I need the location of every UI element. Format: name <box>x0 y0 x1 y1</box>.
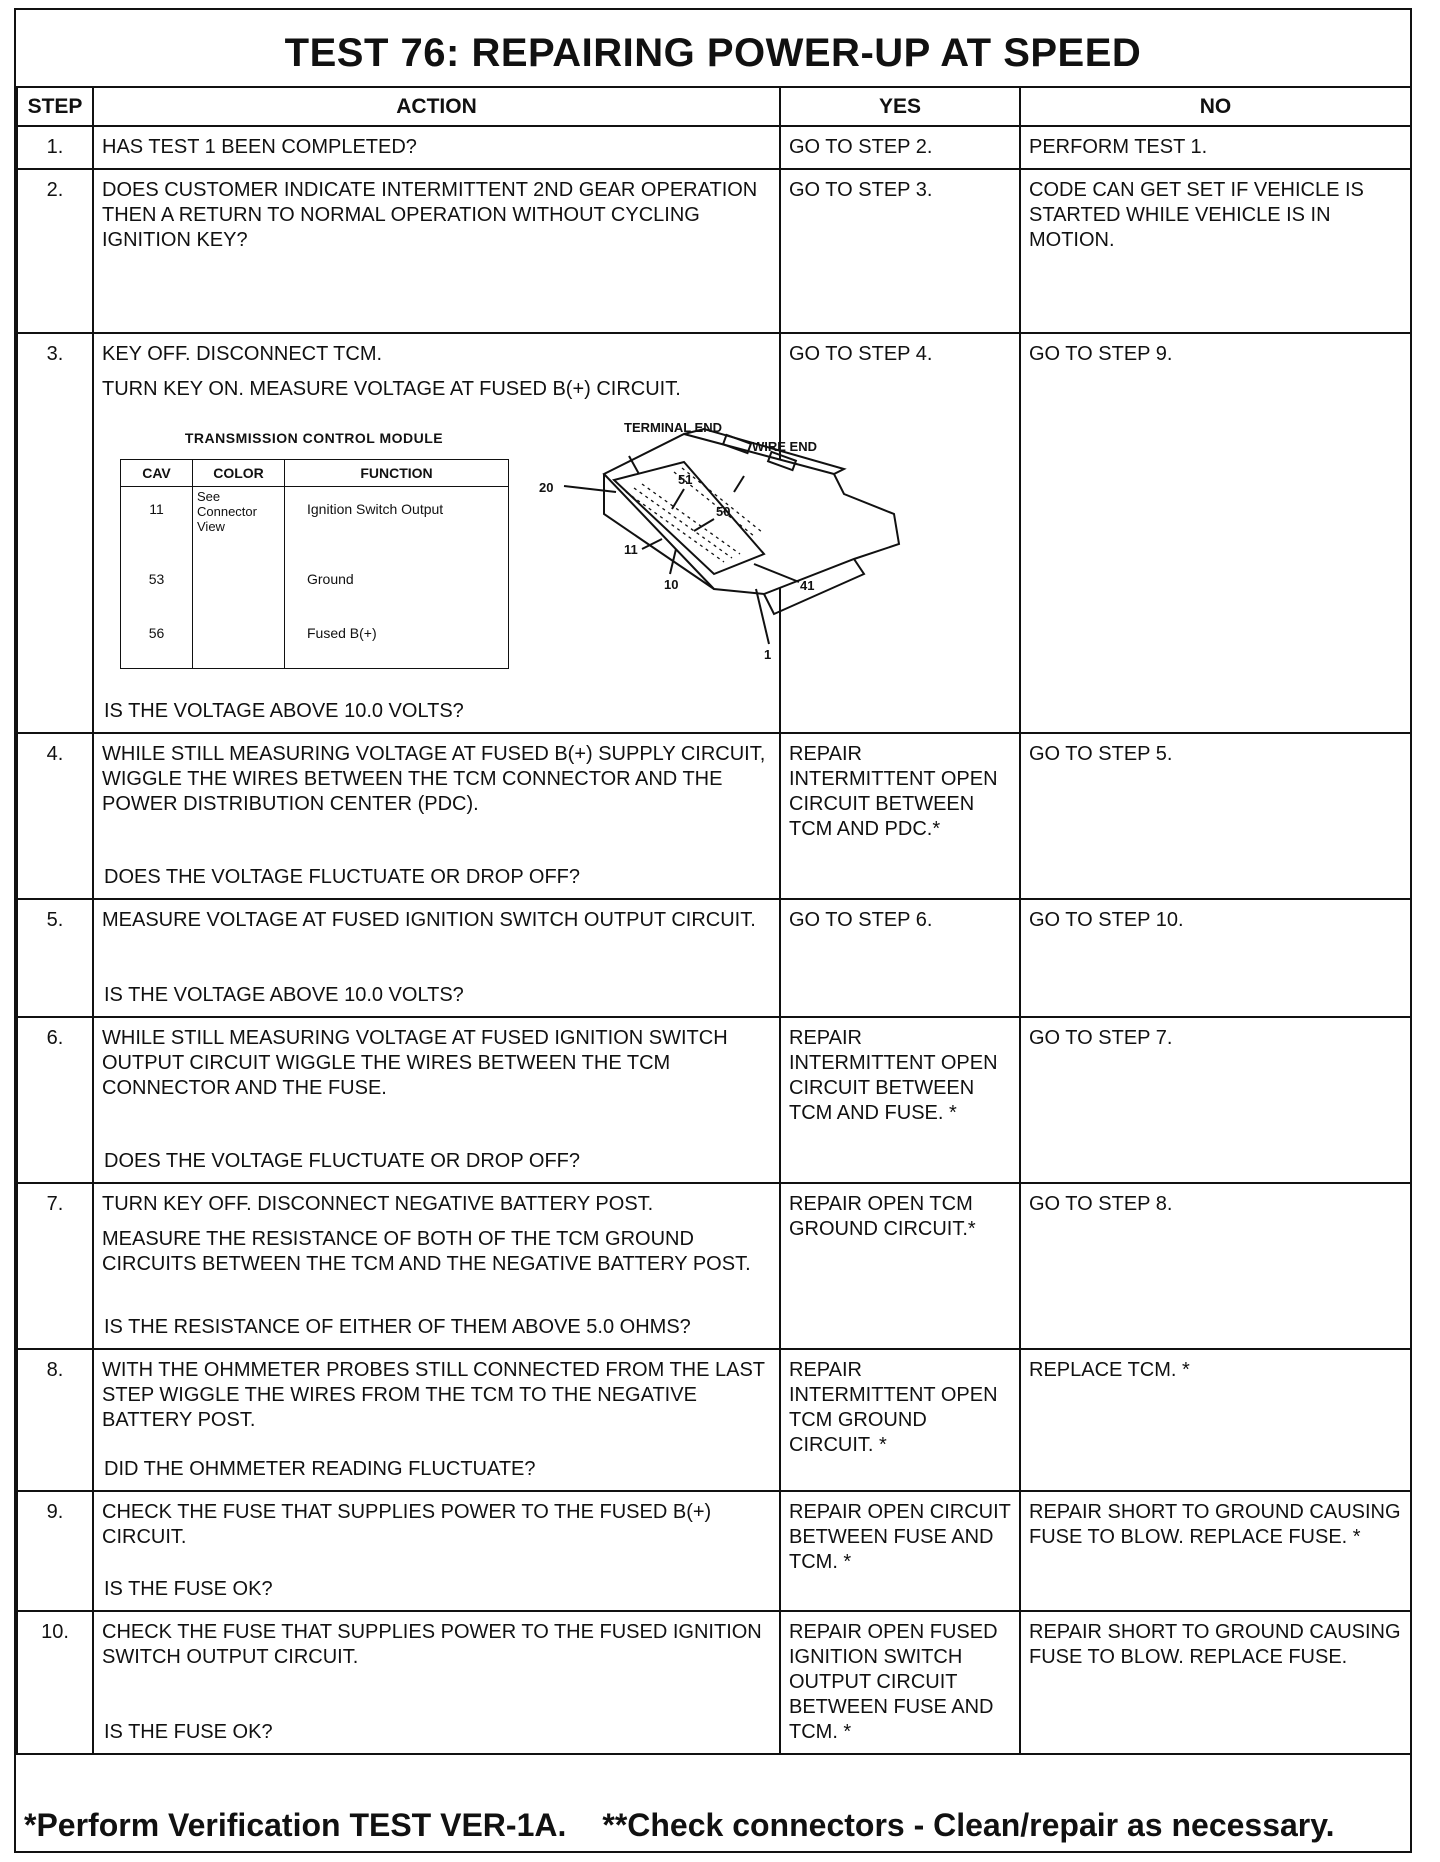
table-row <box>17 1491 1411 1611</box>
table-row <box>17 1017 1411 1183</box>
header-action: ACTION <box>93 87 780 126</box>
diagnostic-sheet <box>14 8 1412 1853</box>
action-line: KEY OFF. DISCONNECT TCM. <box>102 343 383 365</box>
step-number: 9. <box>17 1491 93 1611</box>
no-result: GO TO STEP 9. <box>1020 333 1411 733</box>
tcm-cav: 11 <box>121 487 193 559</box>
terminal-end-label: TERMINAL END <box>624 420 722 435</box>
pin-label: 41 <box>800 578 815 593</box>
table-row <box>17 1183 1411 1349</box>
action-line: CHECK THE FUSE THAT SUPPLIES POWER TO THE FUSED IGNITION SWITCH OUTPUT CIRCUIT. <box>102 1621 762 1668</box>
tcm-header-row <box>121 460 509 487</box>
connector-note: **Check connectors - Clean/repair as necessary. <box>602 1807 1335 1843</box>
step-number: 10. <box>17 1611 93 1754</box>
table-row <box>17 1349 1411 1491</box>
step-number: 4. <box>17 733 93 899</box>
yes-result: GO TO STEP 6. <box>780 899 1020 1017</box>
action-question: IS THE VOLTAGE ABOVE 10.0 VOLTS? <box>104 700 464 722</box>
tcm-row <box>121 487 509 559</box>
action-text <box>93 733 780 899</box>
tcm-connector-diagram <box>534 414 904 674</box>
no-result: REPAIR SHORT TO GROUND CAUSING FUSE TO BLOW. REPLACE FUSE. * <box>1020 1491 1411 1611</box>
step-number: 1. <box>17 126 93 169</box>
action-question: IS THE RESISTANCE OF EITHER OF THEM ABOVE 5.0 OHMS? <box>104 1316 691 1338</box>
action-line: CHECK THE FUSE THAT SUPPLIES POWER TO THE FUSED B(+) CIRCUIT. <box>102 1501 712 1548</box>
tcm-function: Fused B(+) <box>285 613 509 669</box>
pin-label: 11 <box>624 542 638 557</box>
action-question: DOES THE VOLTAGE FLUCTUATE OR DROP OFF? <box>104 1150 580 1172</box>
action-question: IS THE FUSE OK? <box>104 1721 273 1743</box>
footer-notes <box>16 1799 1410 1851</box>
no-result: CODE CAN GET SET IF VEHICLE IS STARTED WHILE VEHICLE IS IN MOTION. <box>1020 169 1411 333</box>
table-row <box>17 1611 1411 1754</box>
tcm-function: Ignition Switch Output <box>285 487 509 559</box>
yes-result: REPAIR INTERMITTENT OPEN CIRCUIT BETWEEN TCM AND FUSE. * <box>780 1017 1020 1183</box>
no-result: PERFORM TEST 1. <box>1020 126 1411 169</box>
action-line: MEASURE VOLTAGE AT FUSED IGNITION SWITCH OUTPUT CIRCUIT. <box>102 909 756 931</box>
tcm-function: Ground <box>285 559 509 613</box>
action-line: HAS TEST 1 BEEN COMPLETED? <box>102 136 417 158</box>
action-text <box>93 1017 780 1183</box>
action-line: DOES CUSTOMER INDICATE INTERMITTENT 2ND GEAR OPERATION THEN A RETURN TO NORMAL OPERATION WITHOUT CYCLING IGNITION KEY? <box>102 179 758 251</box>
no-result: GO TO STEP 8. <box>1020 1183 1411 1349</box>
step-number: 2. <box>17 169 93 333</box>
tcm-pinout <box>120 426 508 669</box>
action-line: WHILE STILL MEASURING VOLTAGE AT FUSED B(+) SUPPLY CIRCUIT, WIGGLE THE WIRES BETWEEN THE TCM CONNECTOR AND THE POWER DISTRIBUTION CENTER (PDC). <box>102 743 766 815</box>
pin-label: 10 <box>664 577 679 592</box>
action-question: DID THE OHMMETER READING FLUCTUATE? <box>104 1458 536 1480</box>
header-no: NO <box>1020 87 1411 126</box>
action-text <box>93 899 780 1017</box>
yes-result: GO TO STEP 3. <box>780 169 1020 333</box>
action-line-2: TURN KEY ON. MEASURE VOLTAGE AT FUSED B(+) CIRCUIT. <box>102 378 681 400</box>
action-line: TURN KEY OFF. DISCONNECT NEGATIVE BATTERY POST. <box>102 1193 654 1215</box>
action-line-2: MEASURE THE RESISTANCE OF BOTH OF THE TCM GROUND CIRCUITS BETWEEN THE TCM AND THE NEGATIVE BATTERY POST. <box>102 1228 751 1275</box>
yes-result: GO TO STEP 4. <box>780 333 1020 733</box>
tcm-cav: 53 <box>121 559 193 613</box>
tcm-header-cav: CAV <box>121 460 193 487</box>
action-text <box>93 1183 780 1349</box>
pin-label: 1 <box>764 647 772 662</box>
action-line: WITH THE OHMMETER PROBES STILL CONNECTED FROM THE LAST STEP WIGGLE THE WIRES FROM THE TCM TO THE NEGATIVE BATTERY POST. <box>102 1359 765 1431</box>
action-question: IS THE FUSE OK? <box>104 1578 273 1600</box>
tcm-color <box>193 559 285 613</box>
no-result: GO TO STEP 7. <box>1020 1017 1411 1183</box>
action-question: IS THE VOLTAGE ABOVE 10.0 VOLTS? <box>104 984 464 1006</box>
action-text <box>93 169 780 333</box>
action-text <box>93 333 817 733</box>
table-row <box>17 169 1411 333</box>
tcm-header-color: COLOR <box>193 460 285 487</box>
step-number: 3. <box>17 333 93 733</box>
pin-label: 20 <box>539 480 554 495</box>
action-question: DOES THE VOLTAGE FLUCTUATE OR DROP OFF? <box>104 866 580 888</box>
no-result: REPAIR SHORT TO GROUND CAUSING FUSE TO BLOW. REPLACE FUSE. <box>1020 1611 1411 1754</box>
header-step: STEP <box>17 87 93 126</box>
no-result: GO TO STEP 10. <box>1020 899 1411 1017</box>
no-result: REPLACE TCM. * <box>1020 1349 1411 1491</box>
test-table <box>16 86 1412 1755</box>
table-row <box>17 899 1411 1017</box>
action-text <box>93 126 780 169</box>
tcm-color <box>193 613 285 669</box>
page-title: TEST 76: REPAIRING POWER-UP AT SPEED <box>284 31 1142 75</box>
tcm-color: See Connector View <box>193 487 285 559</box>
step-number: 8. <box>17 1349 93 1491</box>
no-result: GO TO STEP 5. <box>1020 733 1411 899</box>
action-text <box>93 1349 780 1491</box>
pin-label: 50 <box>716 504 731 519</box>
step-number: 7. <box>17 1183 93 1349</box>
action-line: WHILE STILL MEASURING VOLTAGE AT FUSED IGNITION SWITCH OUTPUT CIRCUIT WIGGLE THE WIRES BETWEEN THE TCM CONNECTOR AND THE FUSE. <box>102 1027 728 1099</box>
table-row <box>17 126 1411 169</box>
tcm-cav: 56 <box>121 613 193 669</box>
yes-result: REPAIR OPEN CIRCUIT BETWEEN FUSE AND TCM. * <box>780 1491 1020 1611</box>
tcm-row <box>121 559 509 613</box>
header-yes: YES <box>780 87 1020 126</box>
pin-label: 51 <box>678 472 693 487</box>
step-number: 5. <box>17 899 93 1017</box>
yes-result: GO TO STEP 2. <box>780 126 1020 169</box>
header-row <box>17 87 1411 126</box>
action-text <box>93 1611 780 1754</box>
verification-note: *Perform Verification TEST VER-1A. <box>24 1807 567 1843</box>
tcm-pinout-table <box>120 459 509 669</box>
yes-result: REPAIR INTERMITTENT OPEN CIRCUIT BETWEEN TCM AND PDC.* <box>780 733 1020 899</box>
tcm-pinout-title: TRANSMISSION CONTROL MODULE <box>184 430 444 446</box>
tcm-row <box>121 613 509 669</box>
table-row <box>17 733 1411 899</box>
yes-result: REPAIR OPEN FUSED IGNITION SWITCH OUTPUT CIRCUIT BETWEEN FUSE AND TCM. * <box>780 1611 1020 1754</box>
yes-result: REPAIR OPEN TCM GROUND CIRCUIT.* <box>780 1183 1020 1349</box>
step-number: 6. <box>17 1017 93 1183</box>
table-row <box>17 333 1411 733</box>
action-text <box>93 1491 780 1611</box>
wire-end-label: WIRE END <box>752 439 817 454</box>
yes-result: REPAIR INTERMITTENT OPEN TCM GROUND CIRCUIT. * <box>780 1349 1020 1491</box>
tcm-header-function: FUNCTION <box>285 460 509 487</box>
